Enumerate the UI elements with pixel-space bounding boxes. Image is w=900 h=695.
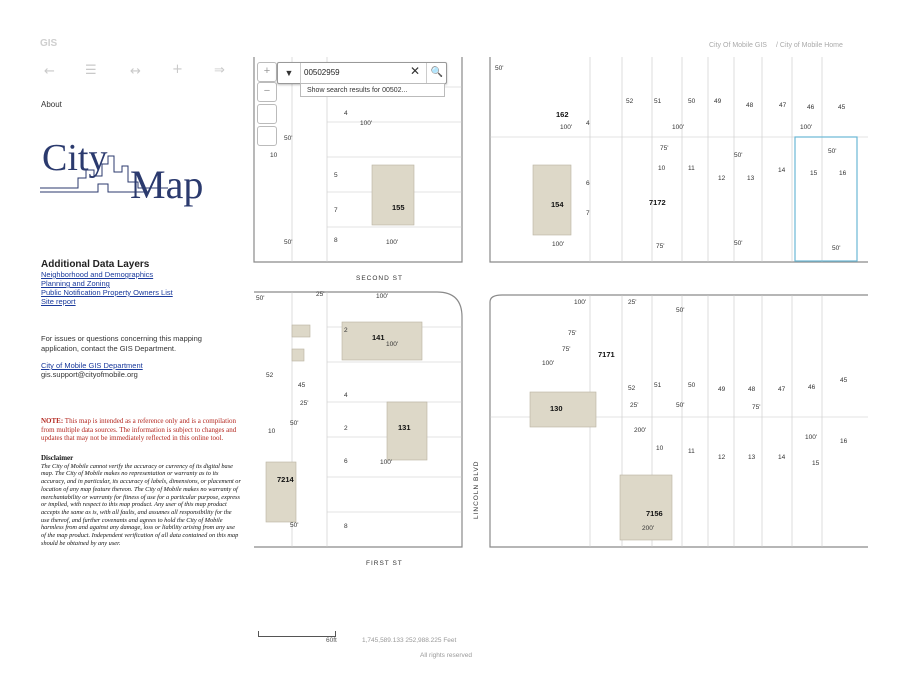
support-email: gis.support@cityofmobile.org (41, 370, 138, 379)
dimension-label: 50' (828, 148, 837, 155)
app-logo[interactable]: GIS (40, 38, 58, 49)
street-label: SECOND ST (356, 275, 403, 282)
about-link[interactable]: About (41, 100, 62, 109)
parcel-label: 131 (398, 423, 411, 432)
lot-number: 2 (344, 425, 348, 432)
dimension-label: 75' (562, 346, 571, 353)
lot-number: 10 (270, 152, 278, 159)
lot-number: 12 (718, 454, 726, 461)
dimension-label: 75' (656, 243, 665, 250)
zoom-in-button[interactable]: + (257, 62, 277, 82)
lot-number: 52 (626, 98, 634, 105)
lot-number: 15 (810, 170, 818, 177)
disclaimer (41, 455, 241, 547)
dimension-label: 100' (376, 293, 389, 300)
gis-department-link[interactable]: City of Mobile GIS Department (41, 361, 143, 370)
lot-number: 49 (718, 386, 726, 393)
note-label: NOTE: (41, 417, 64, 425)
home-extent-button[interactable] (257, 104, 277, 124)
note-body: This map is intended as a reference only and is a compilation from multiple data sources. The information is subject to changes and updates that may not be immediately reflected in this online tool. (41, 417, 237, 443)
map-canvas[interactable] (252, 57, 868, 567)
dimension-label: 25' (316, 291, 325, 298)
dimension-label: 100' (386, 239, 399, 246)
parcel-label: 7156 (646, 509, 663, 518)
site-report-link[interactable]: Site report (41, 297, 76, 306)
dimension-label: 75' (568, 330, 577, 337)
lot-number: 8 (334, 237, 338, 244)
parcel-label: 162 (556, 110, 569, 119)
lot-number: 48 (746, 102, 754, 109)
lot-number: 6 (586, 180, 590, 187)
search-input[interactable] (304, 65, 404, 80)
lot-number: 14 (778, 167, 786, 174)
parcel-label: 7171 (598, 350, 615, 359)
dimension-label: 75' (660, 145, 669, 152)
parcel-label: 130 (550, 404, 563, 413)
dimension-label: 25' (630, 402, 639, 409)
search-box (277, 62, 447, 84)
clear-icon[interactable]: ✕ (410, 64, 421, 78)
lot-number: 13 (748, 454, 756, 461)
lot-number: 45 (298, 382, 306, 389)
search-source-dropdown[interactable]: ▼ (278, 63, 301, 83)
lot-number: 10 (268, 428, 276, 435)
lot-number: 51 (654, 98, 662, 105)
dimension-label: 100' (574, 299, 587, 306)
lot-number: 50 (688, 382, 696, 389)
coordinate-readout: 1,745,589.133 252,988.225 Feet (362, 637, 457, 644)
lot-number: 8 (344, 523, 348, 530)
dimension-label: 25' (628, 299, 637, 306)
parcel-label: 7172 (649, 198, 666, 207)
lot-number: 11 (688, 448, 695, 455)
lot-number: 51 (654, 382, 662, 389)
additional-layers-title: Additional Data Layers (41, 259, 150, 270)
lot-number: 45 (840, 377, 848, 384)
lot-number: 46 (807, 104, 815, 111)
city-gis-link[interactable]: City Of Mobile GIS (709, 42, 767, 49)
dimension-label: 100' (805, 434, 818, 441)
lot-number: 14 (778, 454, 786, 461)
notification-owners-link[interactable]: Public Notification Property Owners List (41, 288, 173, 297)
dimension-label: 50' (290, 522, 299, 529)
lot-number: 47 (779, 102, 787, 109)
dimension-label: 50' (495, 65, 504, 72)
copyright-text: All rights reserved (420, 652, 473, 659)
lot-number: 11 (688, 165, 695, 172)
lot-number: 49 (714, 98, 722, 105)
dimension-label: 100' (552, 241, 565, 248)
dimension-label: 100' (800, 124, 813, 131)
lot-number: 52 (628, 385, 636, 392)
lot-number: 48 (748, 386, 756, 393)
lot-number: 4 (586, 120, 590, 127)
dimension-label: 200' (642, 525, 655, 532)
search-suggestion[interactable]: Show search results for 00502... (300, 83, 445, 97)
dimension-label: 200' (634, 427, 647, 434)
sidebar (36, 96, 248, 546)
scale-bar (258, 631, 336, 637)
lot-number: 16 (839, 170, 847, 177)
scale-label: 60ft (326, 637, 337, 644)
lot-number: 5 (334, 172, 338, 179)
lot-number: 15 (812, 460, 820, 467)
lot-number: 13 (747, 175, 755, 182)
city-home-link[interactable]: / City of Mobile Home (776, 42, 843, 49)
dimension-label: 50' (284, 135, 293, 142)
back-icon[interactable]: ← (44, 64, 55, 79)
dimension-label: 75' (752, 404, 761, 411)
dimension-label: 50' (284, 239, 293, 246)
dimension-label: 50' (734, 240, 743, 247)
neighborhood-link[interactable]: Neighborhood and Demographics (41, 270, 154, 279)
search-icon[interactable]: 🔍 (426, 63, 447, 83)
dimension-label: 100' (360, 120, 373, 127)
parcel-label: 155 (392, 203, 405, 212)
dimension-label: 50' (734, 152, 743, 159)
lot-number: 2 (344, 327, 348, 334)
issues-text: For issues or questions concerning this mapping application, contact the GIS Department. (41, 334, 202, 353)
lot-number: 4 (344, 110, 348, 117)
zoom-out-button[interactable]: − (257, 82, 277, 102)
parcel-label: 154 (551, 200, 564, 209)
dimension-label: 50' (676, 307, 685, 314)
parcel-map[interactable] (252, 57, 868, 567)
plus-icon[interactable]: + (172, 62, 183, 77)
disclaimer-body: The City of Mobile cannot verify the accuracy or currency of its digital base map. The City of Mobile makes no representation or warranty as to its accuracy, and in particular, its accuracy of labels, dimensions, or placement or location of any map feature thereon. The City of Mobile makes no warranty of merchantability or warranty for fitness of use for a particular purpose, express or implied, with respect to this map product. Any user of this map product accepts the same as is, with all faults, and assumes all responsibility for the use thereof, and further covenants and agrees to hold the City of Mobile harmless from and against any damage, loss or liability arising from any use of the map product. Independent verification of all data contained on this map should be obtained by any user. (41, 462, 241, 547)
logo-word-city: City (42, 137, 108, 179)
lot-number: 4 (344, 392, 348, 399)
lot-number: 6 (344, 458, 348, 465)
street-label: FIRST ST (366, 560, 403, 567)
note-text (41, 417, 241, 443)
lot-number: 52 (266, 372, 274, 379)
share-icon[interactable]: ⇒ (214, 63, 225, 78)
lot-number: 12 (718, 175, 726, 182)
dimension-label: 100' (380, 459, 393, 466)
ruler-icon[interactable]: ↔ (130, 64, 141, 79)
lot-number: 46 (808, 384, 816, 391)
logo-word-map: Map (130, 162, 204, 207)
dimension-label: 100' (542, 360, 555, 367)
lot-number: 45 (838, 104, 846, 111)
dimension-label: 50' (832, 245, 841, 252)
disclaimer-title: Disclaimer (41, 454, 74, 462)
dimension-label: 50' (290, 420, 299, 427)
street-label: LINCOLN BLVD (473, 460, 480, 519)
lot-number: 10 (658, 165, 666, 172)
lot-number: 7 (334, 207, 338, 214)
dimension-label: 25' (300, 400, 309, 407)
citymap-logo (38, 126, 238, 206)
locate-button[interactable] (257, 126, 277, 146)
parcel-label: 141 (372, 333, 385, 342)
dimension-label: 100' (386, 341, 399, 348)
lot-number: 7 (586, 210, 590, 217)
dimension-label: 100' (672, 124, 685, 131)
dimension-label: 50' (676, 402, 685, 409)
planning-zoning-link[interactable]: Planning and Zoning (41, 279, 110, 288)
lot-number: 50 (688, 98, 696, 105)
lot-number: 47 (778, 386, 786, 393)
lot-number: 10 (656, 445, 664, 452)
dimension-label: 50' (256, 295, 265, 302)
parcel-label: 7214 (277, 475, 294, 484)
dimension-label: 100' (560, 124, 573, 131)
list-icon[interactable]: ☰ (85, 63, 97, 78)
lot-number: 16 (840, 438, 848, 445)
